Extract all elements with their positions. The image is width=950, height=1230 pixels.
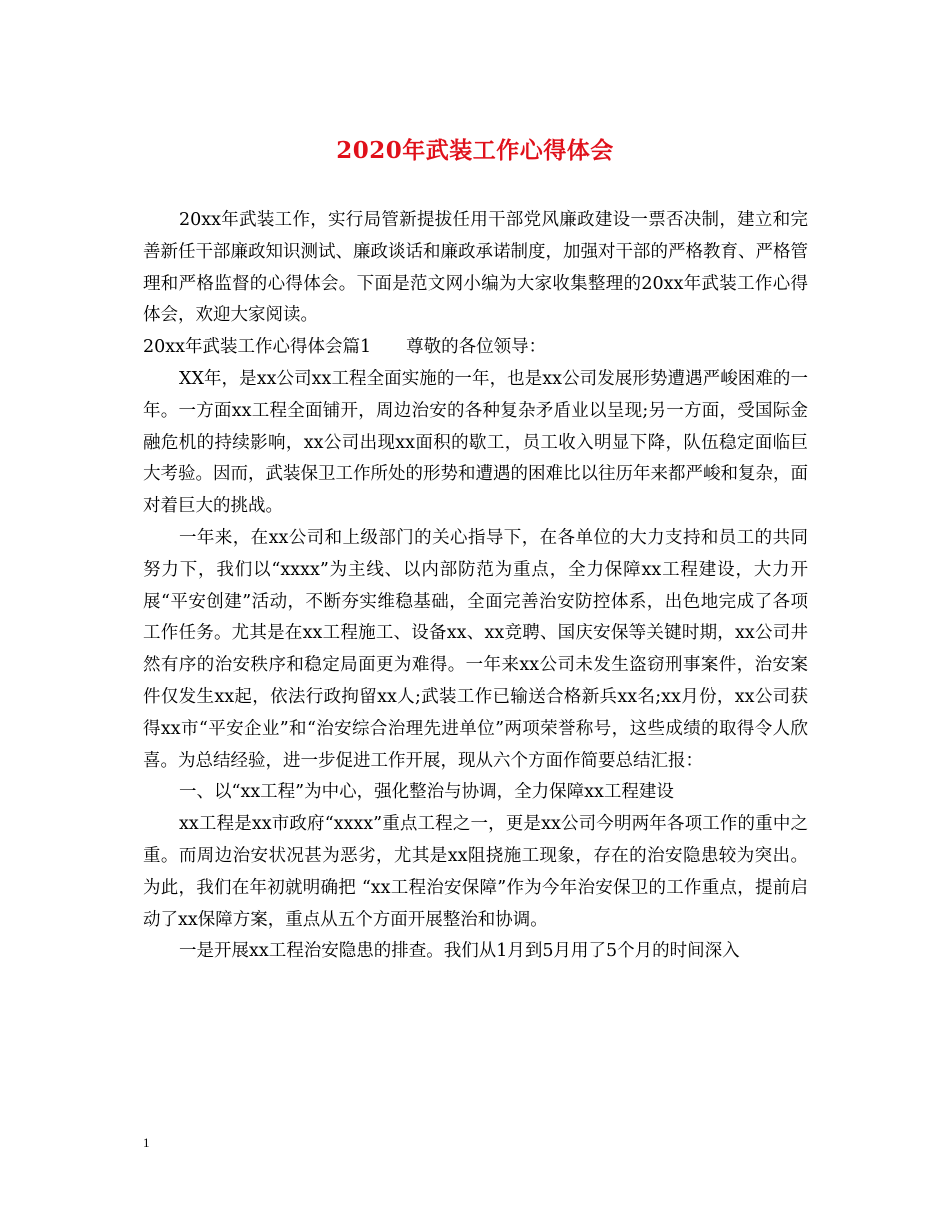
paragraph-point-one-detail: xx工程是xx市政府“xxxx”重点工程之一，更是xx公司今明两年各项工作的重中之重。而周边治安状况甚为恶劣，尤其是xx阻挠施工现象，存在的治安隐患较为突出。为此，我们在年初就明确把 “xx工程治安保障”作为今年治安保卫的工作重点，提前启动了xx保障方案，重点从五个方面开展整治和协调。 [143,814,808,930]
paragraph-first-measure: 一是开展xx工程治安隐患的排查。我们从1月到5月用了5个月的时间深入 [179,941,740,962]
paragraph-section-heading: 20xx年武装工作心得体会篇1 尊敬的各位领导： [143,337,547,358]
paragraph-intro: 20xx年武装工作，实行局管新提拔任用干部党风廉政建设一票否决制，建立和完善新任干部廉政知识测试、廉政谈话和廉政承诺制度，加强对干部的严格教育、严格管理和严格监督的心得体会。下面是范文网小编为大家收集整理的20xx年武装工作心得体会，欢迎大家阅读。 [143,210,808,326]
paragraph-point-one-heading: 一、以“xx工程”为中心，强化整治与协调，全力保障xx工程建设 [179,782,674,803]
page-number: 1 [143,1135,150,1150]
document-title: 2020年武装工作心得体会 [336,137,614,164]
paragraph-background: XX年，是xx公司xx工程全面实施的一年，也是xx公司发展形势遭遇严峻困难的一年。一方面xx工程全面铺开，周边治安的各种复杂矛盾业以呈现;另一方面，受国际金融危机的持续影响，xx公司出现xx面积的歇工，员工收入明显下降，队伍稳定面临巨大考验。因而，武装保卫工作所处的形势和遭遇的困难比以往历年来都严峻和复杂，面对着巨大的挑战。 [143,368,808,517]
paragraph-achievements: 一年来，在xx公司和上级部门的关心指导下，在各单位的大力支持和员工的共同努力下，我们以“xxxx”为主线、以内部防范为重点，全力保障xx工程建设，大力开展“平安创建”活动，不断夯实维稳基础，全面完善治安防控体系，出色地完成了各项工作任务。尤其是在xx工程施工、设备xx、xx竞聘、国庆安保等关键时期，xx公司井然有序的治安秩序和稳定局面更为难得。一年来xx公司未发生盗窃刑事案件，治安案件仅发生xx起，依法行政拘留xx人;武装工作已输送合格新兵xx名;xx月份，xx公司获得xx市“平安企业”和“治安综合治理先进单位”两项荣誉称号，这些成绩的取得令人欣喜。为总结经验，进一步促进工作开展，现从六个方面作简要总结汇报： [143,527,808,771]
document-body [143,205,808,968]
